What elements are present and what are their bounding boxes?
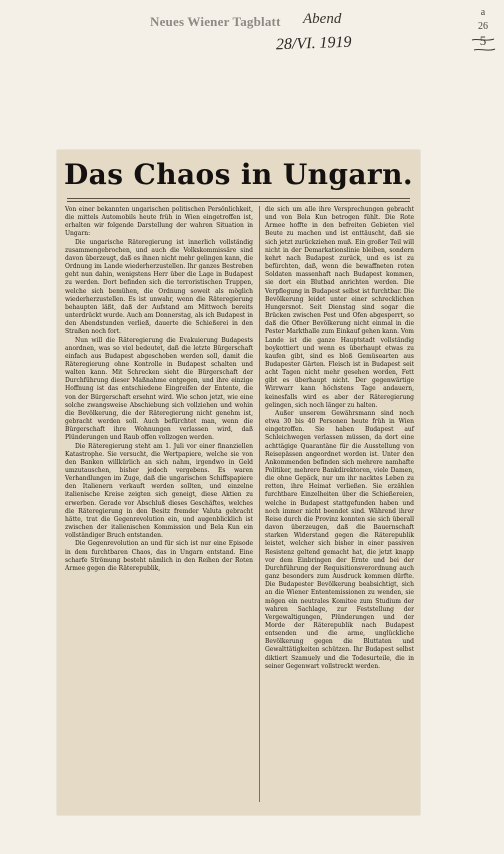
paragraph: Die ungarische Räteregierung ist innerlich vollständig zusammengebrochen, und auch die Volkskommissäre sind davon überzeugt, daß es ihnen nicht mehr gelingen kann, die Ordnung im Lande wiederherzustellen. Ihr ganzes Bestreben geht nun dahin, wenigstens Herr über die Lage in Budapest zu werden. Dort befinden sich die terroristischen Truppen, welche sich bemühen, die Ordnung soweit als möglich wiederherzustellen. Es ist unwahr, wenn die Räteregierung behaupten läßt, daß der Aufstand am Mittwoch bereits unterdrückt wurde. Auch am Donnerstag, als ich Budapest in den Abendstunden verließ, dauerte die Schießerei in den Straßen noch fort. — [65, 238, 253, 336]
paragraph: Die Gegenrevolution an und für sich ist nur eine Episode in dem furchtbaren Chaos, das in Ungarn entstand. Eine scharfe Strömung besteht nämlich in den Reihen der Roten Armee gegen die Räterepublik, — [65, 540, 253, 572]
paragraph: die sich um alle ihre Versprechungen gebracht und von Bela Kun betrogen fühlt. Die Rote Armee hoffte in den befreiten Gebieten viel Beute zu machen und ist enttäuscht, daß sie sich jetzt zurückziehen muß. Ein großer Teil will nicht in der Demarkationslinie bleiben, sondern kehrt nach Budapest zurück, und es ist zu befürchten, daß, wenn die bewaffneten roten Soldaten massenhaft nach Budapest kommen, sie dort ein Blutbad anrichten werden. Die Verpflegung in Budapest selbst ist furchtbar. Die Bevölkerung leidet unter einer schrecklichen Hungersnot. Seit Dienstag sind sogar die Brücken zwischen Pest und Ofen abgesperrt, so daß die Ofner Bevölkerung nicht einmal in die Pester Markthalle zum Einkauf gehen kann. Vom Lande ist die ganze Hauptstadt vollständig boykottiert und wenn es überhaupt etwas zu kaufen gibt, sind es bloß Gemüsearten aus Budapester Gärten. Fleisch ist in Budapest seit acht Tagen nicht mehr gesehen worden, Fett gibt es überhaupt nicht. Der gegenwärtige Wirrwarr kann höchstens Tage andauern, keinesfalls wird es aber der Räteregierung gelingen, sich noch länger zu halten. — [265, 206, 414, 409]
handwritten-date: 28/VI. 1919 — [275, 33, 352, 54]
paragraph: Außer unserem Gewährsmann sind noch etwa 30 bis 40 Personen heute früh in Wien eingetroffen. Sie haben Budapest auf Schleichwegen verlassen müssen, da dort eine achttägige Quarantäne für die Ausstellung von Reisepässen angeordnet worden ist. Unter den Ankommenden befinden sich mehrere namhafte Politiker, mehrere Bankdirektoren, viele Damen, die ohne Gepäck, nur um ihr nacktes Leben zu retten, ihre Heimat verließen. Sie erzählen furchtbare Einzelheiten über die Schießereien, welche in Budapest stattgefunden haben und noch immer nicht beendet sind. Während ihrer Reise durch die Provinz konnten sie sich überall davon überzeugen, daß die Bauernschaft starken Widerstand gegen die Räterepublik leistet, welcher sich bisher in einer passiven Resistenz geltend gemacht hat, die jetzt knapp vor dem Einbringen der Ernte und bei der Durchführung der Requisitionsverordnung auch ganz besonders zum Ausdruck kommen dürfte. Die Budapester Bevölkerung beabsichtigt, sich an die Wiener Ententemissionen zu wenden, sie mögen ein neutrales Komitee zum Studium der wahren Sachlage, zur Feststellung der Vergewaltigungen, Plünderungen und der Morde der Räterepublik nach Budapest entsenden und die arme, unglückliche Bevölkerung gegen die Bluttaten und Gewalttätigkeiten schützen. Ihr Budapest selbst diktiert Szamuely und die Todesurteile, die in seiner Gegenwart vollstreckt werden. — [265, 409, 414, 670]
paragraph: Die Räteregierung steht am 1. Juli vor einer finanziellen Katastrophe. Sie versucht, die Wertpapiere, welche sie von den Banken willkürlich an sich nahm, irgendwo in Geld umzutauschen, bisher jedoch vergebens. Es waren Verhandlungen im Zuge, daß die ungarischen Schiffspapiere den Italienern verkauft werden sollten, und einzelne italienische Kreise zeigten sich geneigt, diese Aktien zu erwerben. Gerade vor Abschluß dieses Geschäftes, welches die Räteregierung in den Besitz fremder Valuta gebracht hätte, trat die Gegenrevolution ein, und augenblicklich ist zwischen der italienischen Kommission und Bela Kun ein vollständiger Bruch entstanden. — [65, 442, 253, 540]
article-column-right — [265, 206, 414, 671]
corner-note-1: a — [480, 7, 486, 18]
column-divider — [259, 206, 260, 802]
title-rule — [67, 198, 410, 199]
corner-ink-mark — [470, 33, 498, 58]
newspaper-clipping — [57, 150, 420, 815]
paragraph: Nun will die Räteregierung die Evakuierung Budapests anordnen, was so viel bedeutet, daß die letzte Bürgerschaft einfach aus Budapest abgeschoben werden soll, damit die Räteregierung ohne Kontrolle in Budapest schalten und walten kann. Mit Schrecken sieht die Bürgerschaft der Durchführung dieser Maßnahme entgegen, und ihre einzige Hoffnung ist das entschiedene Eingreifen der Entente, die von der Bürgerschaft ersehnt wird. Wie schon jetzt, wie eine solche zwangsweise Abschiebung sich vollziehen und wohin die Bevölkerung, die der Räteregierung nicht genehm ist, gebracht werden soll. Auch befürchtet man, wenn die Bürgerschaft ihre Wohnungen verlassen wird, daß Plünderungen und Raub offen vollzogen werden. — [65, 336, 253, 442]
title-rule-double — [67, 201, 410, 202]
article-column-left — [65, 206, 253, 573]
article-title: Das Chaos in Ungarn. — [63, 158, 413, 191]
paragraph: Von einer bekannten ungarischen politischen Persönlichkeit, die mittels Automobils heute früh in Wien eingetroffen ist, erhalten wir folgende Darstellung der wahren Situation in Ungarn: — [65, 206, 253, 238]
corner-note-3: 5 — [479, 33, 487, 48]
newspaper-stamp: Neues Wiener Tagblatt — [150, 14, 281, 29]
corner-note-2: 26 — [478, 21, 488, 32]
handwritten-annotation: Abend — [303, 11, 342, 27]
